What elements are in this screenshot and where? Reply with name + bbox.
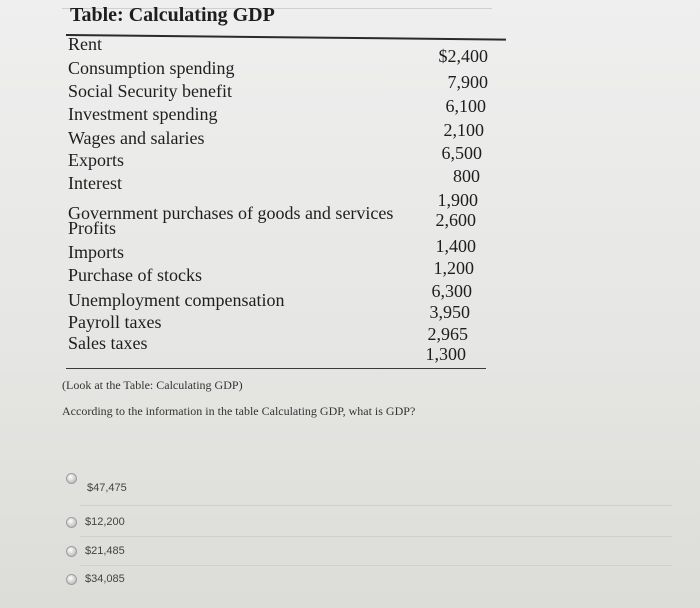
row-label-social-security: Social Security benefit (68, 81, 232, 101)
row-label-stocks: Purchase of stocks (68, 265, 202, 285)
row-label-sales: Sales taxes (68, 333, 148, 353)
row-value-stocks: 6,300 (431, 281, 472, 301)
option-divider (80, 536, 672, 537)
row-value-profits: 1,400 (435, 236, 476, 256)
option-divider (80, 505, 672, 506)
row-label-profits: Profits (68, 218, 117, 238)
row-value-consumption: 7,900 (447, 72, 488, 92)
answer-option-1[interactable] (66, 472, 127, 494)
row-label-consumption: Consumption spending (68, 58, 235, 78)
row-label-imports: Imports (68, 242, 124, 262)
table-header-rule (66, 34, 506, 41)
answer-option-label: $12,200 (85, 516, 125, 528)
answer-option-2[interactable] (66, 516, 125, 528)
answer-option-label: $47,475 (87, 482, 127, 494)
answer-option-3[interactable] (66, 545, 125, 557)
row-label-government: Government purchases of goods and services (68, 203, 394, 223)
table-bottom-rule (66, 368, 486, 369)
radio-button[interactable] (66, 517, 77, 528)
answer-option-label: $34,085 (85, 573, 125, 585)
radio-button[interactable] (66, 546, 77, 557)
question-text: According to the information in the table Calculating GDP, what is GDP? (62, 404, 416, 418)
row-label-interest: Interest (68, 173, 122, 193)
table-title: Table: Calculating GDP (70, 4, 275, 26)
answer-option-label: $21,485 (85, 545, 125, 557)
row-value-sales: 1,300 (425, 344, 466, 364)
table-reference: (Look at the Table: Calculating GDP) (62, 378, 243, 392)
row-value-exports: 800 (453, 166, 480, 186)
row-value-interest: 1,900 (437, 190, 478, 210)
answer-option-4[interactable] (66, 573, 125, 585)
row-label-exports: Exports (68, 150, 124, 170)
row-value-imports: 1,200 (433, 258, 474, 278)
row-label-unemployment: Unemployment compensation (68, 290, 285, 310)
row-value-rent: $2,400 (438, 46, 488, 66)
row-label-wages: Wages and salaries (68, 128, 205, 148)
radio-button[interactable] (66, 473, 77, 484)
row-value-unemployment: 3,950 (429, 302, 470, 322)
row-value-government: 2,600 (435, 210, 476, 230)
row-value-wages: 6,500 (441, 143, 482, 163)
row-value-payroll: 2,965 (427, 324, 468, 344)
row-label-payroll: Payroll taxes (68, 312, 162, 332)
row-label-rent: Rent (68, 34, 102, 54)
radio-button[interactable] (66, 574, 77, 585)
row-value-social-security: 6,100 (445, 96, 486, 116)
option-divider (80, 565, 672, 566)
row-value-investment: 2,100 (443, 120, 484, 140)
row-label-investment: Investment spending (68, 104, 218, 124)
